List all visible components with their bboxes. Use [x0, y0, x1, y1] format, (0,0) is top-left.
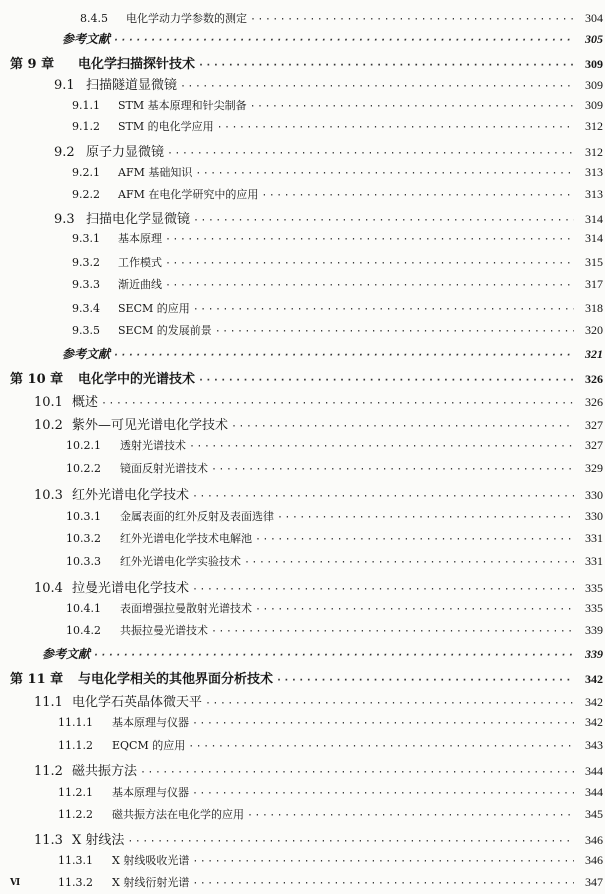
- toc-entry-page: 309: [585, 78, 603, 92]
- dot-leader: [180, 81, 574, 92]
- dot-leader: [167, 148, 574, 159]
- toc-entry-page: 342: [585, 695, 603, 709]
- dot-leader: [192, 584, 574, 595]
- dot-leader: [261, 190, 574, 201]
- toc-entry-number: 9.3.2: [72, 256, 100, 269]
- toc-entry[interactable]: [58, 784, 603, 800]
- toc-entry-title: 参考文献: [62, 32, 111, 46]
- toc-entry-title: 透射光谱技术: [120, 439, 186, 452]
- toc-entry-page: 314: [585, 212, 603, 226]
- toc-entry-number: 10.3: [34, 488, 63, 503]
- page-folio: VI: [10, 878, 20, 888]
- toc-entry-page: 304: [585, 11, 603, 25]
- toc-entry-page: 329: [585, 461, 603, 475]
- dot-leader: [195, 168, 574, 179]
- toc-entry-title: 扫描电化学显微镜: [86, 212, 191, 227]
- toc-entry-title: 电化学石英晶体微天平: [72, 695, 203, 710]
- toc-entry[interactable]: [72, 164, 603, 180]
- toc-entry[interactable]: [34, 829, 603, 848]
- dot-leader: [192, 856, 574, 867]
- toc-entry-title: 金属表面的红外反射及表面选律: [120, 510, 274, 523]
- toc-entry-title: 共振拉曼光谱技术: [120, 624, 208, 637]
- toc-entry-page: 313: [585, 165, 603, 179]
- toc-entry-number: 11.1.2: [58, 739, 93, 752]
- toc-entry[interactable]: [54, 141, 603, 160]
- dot-leader: [93, 650, 574, 661]
- dot-leader: [244, 557, 574, 568]
- dot-leader: [250, 14, 574, 25]
- toc-entry-number: 9.1.1: [72, 99, 100, 112]
- toc-entry[interactable]: [34, 484, 603, 503]
- toc-entry-page: 346: [585, 853, 603, 867]
- toc-entry-page: 347: [585, 875, 603, 889]
- dot-leader: [217, 122, 574, 133]
- toc-entry-page: 309: [585, 57, 603, 71]
- toc-entry[interactable]: [58, 737, 603, 753]
- toc-entry-number: 11.2.1: [58, 786, 93, 799]
- toc-entry-title: 红外光谱电化学实验技术: [120, 555, 241, 568]
- toc-entry[interactable]: [58, 852, 603, 868]
- dot-leader: [198, 60, 574, 71]
- toc-entry[interactable]: [62, 345, 603, 362]
- toc-entry-number: 10.2.1: [66, 439, 101, 452]
- toc-entry-page: 326: [585, 372, 603, 386]
- dot-leader: [188, 741, 574, 752]
- toc-entry-number: 9.3.5: [72, 324, 100, 337]
- toc-entry-title: 工作模式: [118, 256, 162, 269]
- dot-leader: [165, 258, 574, 269]
- toc-entry[interactable]: [72, 97, 603, 113]
- toc-entry[interactable]: [34, 691, 603, 710]
- toc-entry-number: 9.3.3: [72, 278, 100, 291]
- toc-entry[interactable]: [34, 577, 603, 596]
- toc-entry-number: 10.3.2: [66, 532, 101, 545]
- toc-entry-number: 10.4.2: [66, 624, 101, 637]
- toc-entry[interactable]: [72, 300, 603, 316]
- toc-entry-title: 电化学扫描探针技术: [78, 57, 196, 72]
- toc-entry-page: 321: [585, 347, 603, 361]
- toc-entry-number: 第 9 章: [10, 57, 55, 72]
- toc-entry-page: 314: [585, 231, 603, 245]
- toc-entry-title: 磁共振方法在电化学的应用: [112, 808, 244, 821]
- toc-entry-title: 红外光谱电化学技术电解池: [120, 532, 252, 545]
- dot-leader: [101, 398, 574, 409]
- toc-entry[interactable]: [54, 74, 603, 93]
- dot-leader: [113, 350, 574, 361]
- dot-leader: [113, 35, 574, 46]
- dot-leader: [276, 675, 574, 686]
- dot-leader: [165, 234, 574, 245]
- toc-entry-title: 镜面反射光谱技术: [120, 462, 208, 475]
- toc-entry-title: AFM 在电化学研究中的应用: [118, 188, 259, 201]
- toc-entry-number: 10.2: [34, 418, 63, 433]
- dot-leader: [205, 698, 574, 709]
- toc-entry[interactable]: [66, 553, 603, 569]
- toc-entry[interactable]: [34, 414, 603, 433]
- toc-entry[interactable]: [58, 874, 603, 890]
- toc-entry-page: 327: [585, 438, 603, 452]
- toc-entry-title: STM 的电化学应用: [118, 120, 214, 133]
- toc-entry-page: 335: [585, 601, 603, 615]
- toc-entry[interactable]: [72, 118, 603, 134]
- toc-entry[interactable]: [72, 186, 603, 202]
- toc-entry-number: 10.3.1: [66, 510, 101, 523]
- toc-entry-number: 9.2.1: [72, 166, 100, 179]
- toc-entry-page: 343: [585, 738, 603, 752]
- toc-entry-number: 9.3.1: [72, 232, 100, 245]
- toc-entry-page: 339: [585, 647, 603, 661]
- toc-entry-title: 参考文献: [42, 647, 91, 661]
- toc-entry-title: X 射线吸收光谱: [112, 854, 190, 867]
- toc-entry-number: 10.4: [34, 581, 63, 596]
- toc-entry-page: 342: [585, 672, 603, 686]
- toc-entry-page: 345: [585, 807, 603, 821]
- toc-entry[interactable]: [54, 208, 603, 227]
- toc-entry[interactable]: [10, 368, 603, 387]
- toc-entry-number: 11.3.1: [58, 854, 93, 867]
- toc-entry-number: 11.1.1: [58, 716, 93, 729]
- toc-entry-page: 309: [585, 98, 603, 112]
- toc-entry-number: 9.3: [54, 212, 75, 227]
- dot-leader: [250, 101, 574, 112]
- toc-entry-page: 339: [585, 623, 603, 637]
- toc-entry[interactable]: [66, 508, 603, 524]
- toc-entry[interactable]: [72, 322, 603, 338]
- toc-entry-page: 330: [585, 509, 603, 523]
- toc-entry-number: 11.2.2: [58, 808, 93, 821]
- dot-leader: [192, 718, 574, 729]
- dot-leader: [140, 767, 574, 778]
- dot-leader: [255, 534, 574, 545]
- toc-entry-number: 9.1.2: [72, 120, 100, 133]
- toc-entry-page: 315: [585, 255, 603, 269]
- dot-leader: [255, 604, 574, 615]
- toc-entry-page: 312: [585, 119, 603, 133]
- toc-entry-title: 电化学中的光谱技术: [78, 372, 196, 387]
- dot-leader: [198, 375, 574, 386]
- toc-entry-title: 拉曼光谱电化学技术: [72, 581, 190, 596]
- toc-entry[interactable]: [10, 53, 603, 72]
- dot-leader: [165, 280, 574, 291]
- toc-entry-number: 10.1: [34, 395, 63, 410]
- toc-entry-title: 磁共振方法: [72, 764, 138, 779]
- dot-leader: [211, 626, 574, 637]
- toc-entry-page: 342: [585, 715, 603, 729]
- dot-leader: [211, 464, 574, 475]
- toc-entry-number: 9.2: [54, 145, 75, 160]
- toc-entry[interactable]: [62, 30, 603, 47]
- toc-entry-page: 331: [585, 554, 603, 568]
- toc-entry-number: 第 11 章: [10, 672, 64, 687]
- toc-entry-page: 317: [585, 277, 603, 291]
- toc-entry-page: 335: [585, 581, 603, 595]
- toc-entry-page: 344: [585, 764, 603, 778]
- toc-entry-page: 326: [585, 395, 603, 409]
- dot-leader: [231, 421, 574, 432]
- toc-entry-number: 11.2: [34, 764, 63, 779]
- toc-entry-title: 原子力显微镜: [86, 145, 165, 160]
- dot-leader: [277, 512, 574, 523]
- toc-entry[interactable]: [66, 622, 603, 638]
- toc-entry-number: 8.4.5: [80, 12, 108, 25]
- toc-entry-title: 概述: [72, 395, 99, 410]
- toc-entry-number: 9.2.2: [72, 188, 100, 201]
- dot-leader: [127, 836, 574, 847]
- toc-entry[interactable]: [34, 391, 603, 410]
- toc-entry-title: SECM 的应用: [118, 302, 190, 315]
- toc-entry-page: 330: [585, 488, 603, 502]
- toc-entry[interactable]: [80, 10, 603, 26]
- toc-entry-page: 313: [585, 187, 603, 201]
- toc-entry-page: 331: [585, 531, 603, 545]
- toc-entry-title: AFM 基础知识: [118, 166, 193, 179]
- toc-entry[interactable]: [66, 437, 603, 453]
- toc-entry[interactable]: [66, 530, 603, 546]
- dot-leader: [193, 304, 574, 315]
- toc-entry-number: 11.3.2: [58, 876, 93, 889]
- toc-entry[interactable]: [66, 460, 603, 476]
- toc-entry-number: 11.1: [34, 695, 63, 710]
- toc-entry[interactable]: [10, 668, 603, 687]
- toc-entry-number: 第 10 章: [10, 372, 64, 387]
- toc-entry-page: 320: [585, 323, 603, 337]
- dot-leader: [192, 491, 574, 502]
- toc-entry-title: X 射线法: [72, 833, 125, 848]
- toc-entry[interactable]: [72, 230, 603, 246]
- toc-entry-page: 344: [585, 785, 603, 799]
- toc-entry-title: 参考文献: [62, 347, 111, 361]
- toc-entry-title: X 射线衍射光谱: [112, 876, 190, 889]
- toc-entry[interactable]: [42, 645, 603, 662]
- toc-entry-page: 318: [585, 301, 603, 315]
- toc-entry-title: SECM 的发展前景: [118, 324, 212, 337]
- toc-entry-title: 渐近曲线: [118, 278, 162, 291]
- dot-leader: [247, 810, 574, 821]
- toc-entry-title: STM 基本原理和针尖制备: [118, 99, 247, 112]
- toc-entry[interactable]: [66, 600, 603, 616]
- toc-entry-title: 基本原理与仪器: [112, 786, 189, 799]
- toc-entry-page: 346: [585, 833, 603, 847]
- toc-entry-title: EQCM 的应用: [112, 739, 186, 752]
- toc-entry[interactable]: [72, 276, 603, 292]
- toc-entry-title: 电化学动力学参数的测定: [126, 12, 247, 25]
- dot-leader: [192, 878, 574, 889]
- toc-entry-number: 9.1: [54, 78, 75, 93]
- toc-entry-number: 10.3.3: [66, 555, 101, 568]
- toc-entry-title: 表面增强拉曼散射光谱技术: [120, 602, 252, 615]
- toc-entry-number: 9.3.4: [72, 302, 100, 315]
- toc-entry-page: 312: [585, 145, 603, 159]
- toc-entry-page: 305: [585, 32, 603, 46]
- toc-entry-title: 扫描隧道显微镜: [86, 78, 178, 93]
- dot-leader: [192, 788, 574, 799]
- toc-entry-number: 10.2.2: [66, 462, 101, 475]
- toc-entry-title: 紫外—可见光谱电化学技术: [72, 418, 229, 433]
- toc-entry[interactable]: [34, 760, 603, 779]
- toc-entry[interactable]: [58, 714, 603, 730]
- dot-leader: [215, 326, 574, 337]
- toc-entry[interactable]: [58, 806, 603, 822]
- dot-leader: [189, 441, 574, 452]
- toc-entry-title: 基本原理: [118, 232, 162, 245]
- toc-entry-title: 红外光谱电化学技术: [72, 488, 190, 503]
- toc-entry-title: 与电化学相关的其他界面分析技术: [78, 672, 274, 687]
- dot-leader: [193, 215, 574, 226]
- toc-entry-number: 11.3: [34, 833, 63, 848]
- toc-entry-page: 327: [585, 418, 603, 432]
- toc-entry-number: 10.4.1: [66, 602, 101, 615]
- toc-entry[interactable]: [72, 254, 603, 270]
- toc-entry-title: 基本原理与仪器: [112, 716, 189, 729]
